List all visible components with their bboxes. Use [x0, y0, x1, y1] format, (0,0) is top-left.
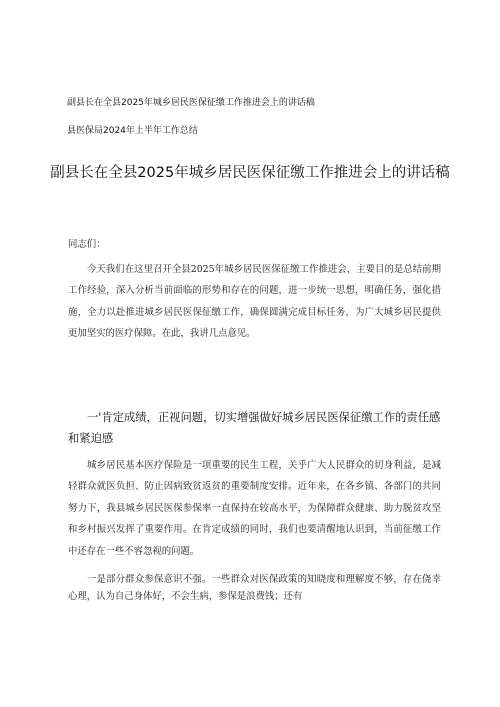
- toc-entry-speech[interactable]: 副县长在全县2025年城乡居民医保征缴工作推进会上的讲话稿: [67, 98, 315, 108]
- document-title: 副县长在全县2025年城乡居民医保征缴工作推进会上的讲话稿: [50, 165, 450, 181]
- toc-entry-summary[interactable]: 县医保局2024年上半年工作总结: [67, 126, 198, 136]
- salutation: 同志们：: [68, 239, 106, 250]
- paragraph-achievements: 城乡居民基本医疗保险是一项重要的民生工程，关乎广大人民群众的切身利益，是减轻群众就医负担、防止因病致贫返贫的重要制度安排。近年来，在各乡镇、各部门的共同努力下，我县城乡居民医保参保率一直保持在较高水平，为保障群众健康、助力脱贫攻坚和乡村振兴发挥了重要作用。在肯定成绩的同时，我们也要清醒地认识到，当前征缴工作中还存在一些不容忽视的问题。: [68, 460, 441, 557]
- section-heading-1: 一'肯定成绩，正视问题，切实增强做好城乡居民医保征缴工作的责任感和紧迫感: [68, 411, 441, 445]
- paragraph-intro: 今天我们在这里召开全县2025年城乡居民医保征缴工作推进会，主要目的是总结前期工作经验，深入分析当前面临的形势和存在的问题，进一步统一思想，明确任务，强化措施，全力以赴推进城乡居民医保征缴工作，确保圆满完成目标任务，为广大城乡居民提供更加坚实的医疗保障。在此，我讲几点意见。: [68, 264, 441, 340]
- paragraph-problem-1: 一是部分群众参保意识不强。一些群众对医保政策的知晓度和理解度不够，存在侥幸心理，认为自己身体好，不会生病，参保是浪费钱；还有: [68, 574, 441, 602]
